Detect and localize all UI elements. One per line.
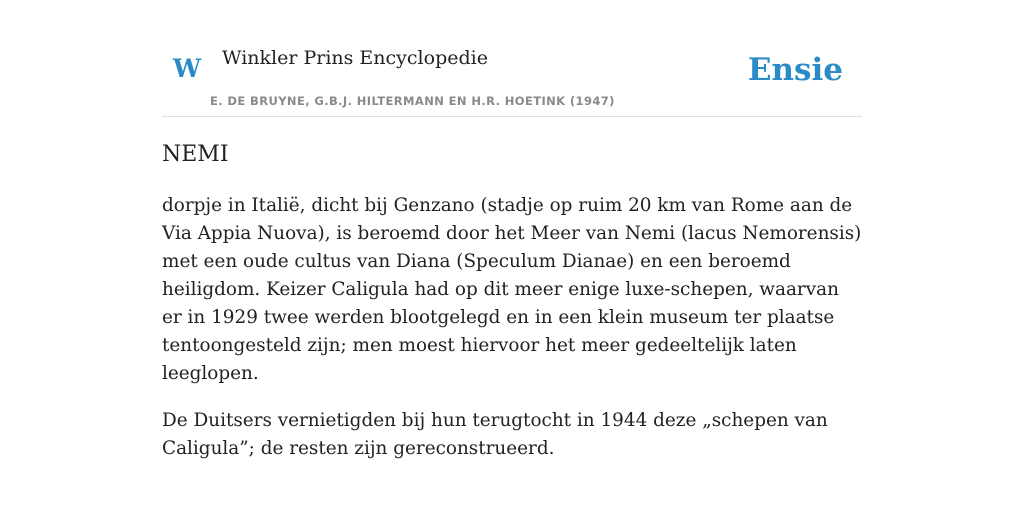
page <box>162 0 862 459</box>
book-title[interactable]: Winkler Prins Encyclopedie <box>222 47 488 69</box>
ensie-logo[interactable]: Ensie <box>747 52 843 88</box>
entry-paragraph: dorpje in Italië, dicht bij Genzano (stadje op ruim 20 km van Rome aan de Via Appia Nuova), is beroemd door het Meer van Nemi (lacus Nemorensis) met een oude cultus van Diana (Speculum Dianae) en een beroemd heiligdom. Keizer Caligula had op dit meer enige luxe-schepen, waarvan er in 1929 twee werden blootgelegd en in een klein museum ter plaatse tentoongesteld zijn; men moest hiervoor het meer gedeeltelijk laten leeglopen. <box>162 195 862 384</box>
entry-title: NEMI <box>162 142 229 167</box>
book-logo-icon[interactable]: W <box>173 54 202 83</box>
entry-body <box>162 192 862 482</box>
book-authors: E. DE BRUYNE, G.B.J. HILTERMANN EN H.R. HOETINK (1947) <box>210 94 615 108</box>
entry-paragraph: De Duitsers vernietigden bij hun terugtocht in 1944 deze „schepen van Caligula”; de resten zijn gereconstrueerd. <box>162 410 828 459</box>
header <box>162 0 862 117</box>
